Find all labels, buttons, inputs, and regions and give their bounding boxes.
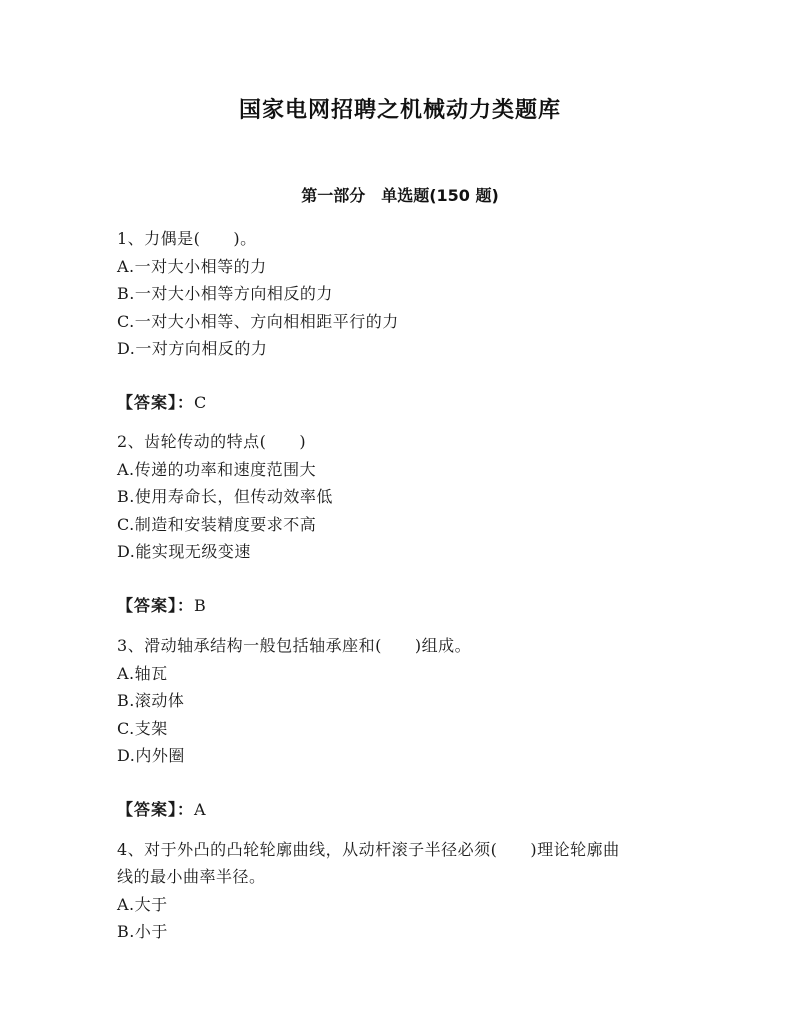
option-a: A.一对大小相等的力 <box>117 257 267 276</box>
option-b: B.小于 <box>117 922 168 941</box>
question-stem: 4、对于外凸的凸轮轮廓曲线，从动杆滚子半径必须( )理论轮廓曲 <box>117 840 620 859</box>
answer-line <box>117 797 206 820</box>
option-a: A.传递的功率和速度范围大 <box>117 460 317 479</box>
section-title: 第一部分 单选题(150 题) <box>301 186 499 205</box>
option-a: A.轴瓦 <box>117 664 168 683</box>
option-d: D.一对方向相反的力 <box>117 339 268 358</box>
question-stem: 1、力偶是( )。 <box>117 229 257 248</box>
answer-label: 【答案】： <box>117 393 195 412</box>
answer-label: 【答案】： <box>117 596 195 615</box>
answer-value: B <box>194 596 206 615</box>
option-b: B.一对大小相等方向相反的力 <box>117 284 333 303</box>
option-a: A.大于 <box>117 895 168 914</box>
answer-line <box>117 593 206 616</box>
answer-value: A <box>194 800 206 819</box>
option-d: D.内外圈 <box>117 746 185 765</box>
document-title: 国家电网招聘之机械动力类题库 <box>238 98 561 123</box>
option-c: C.制造和安装精度要求不高 <box>117 515 317 534</box>
option-d: D.能实现无级变速 <box>117 542 251 561</box>
answer-label: 【答案】： <box>117 800 195 819</box>
option-c: C.支架 <box>117 719 168 738</box>
answer-value: C <box>194 393 207 412</box>
option-c: C.一对大小相等、方向相相距平行的力 <box>117 312 399 331</box>
question-stem: 2、齿轮传动的特点( ) <box>117 432 307 451</box>
option-b: B.使用寿命长，但传动效率低 <box>117 487 333 506</box>
question-stem: 3、滑动轴承结构一般包括轴承座和( )组成。 <box>117 636 472 655</box>
question-stem-continued: 线的最小曲率半径。 <box>117 867 266 886</box>
option-b: B.滚动体 <box>117 691 185 710</box>
answer-line <box>117 390 206 413</box>
